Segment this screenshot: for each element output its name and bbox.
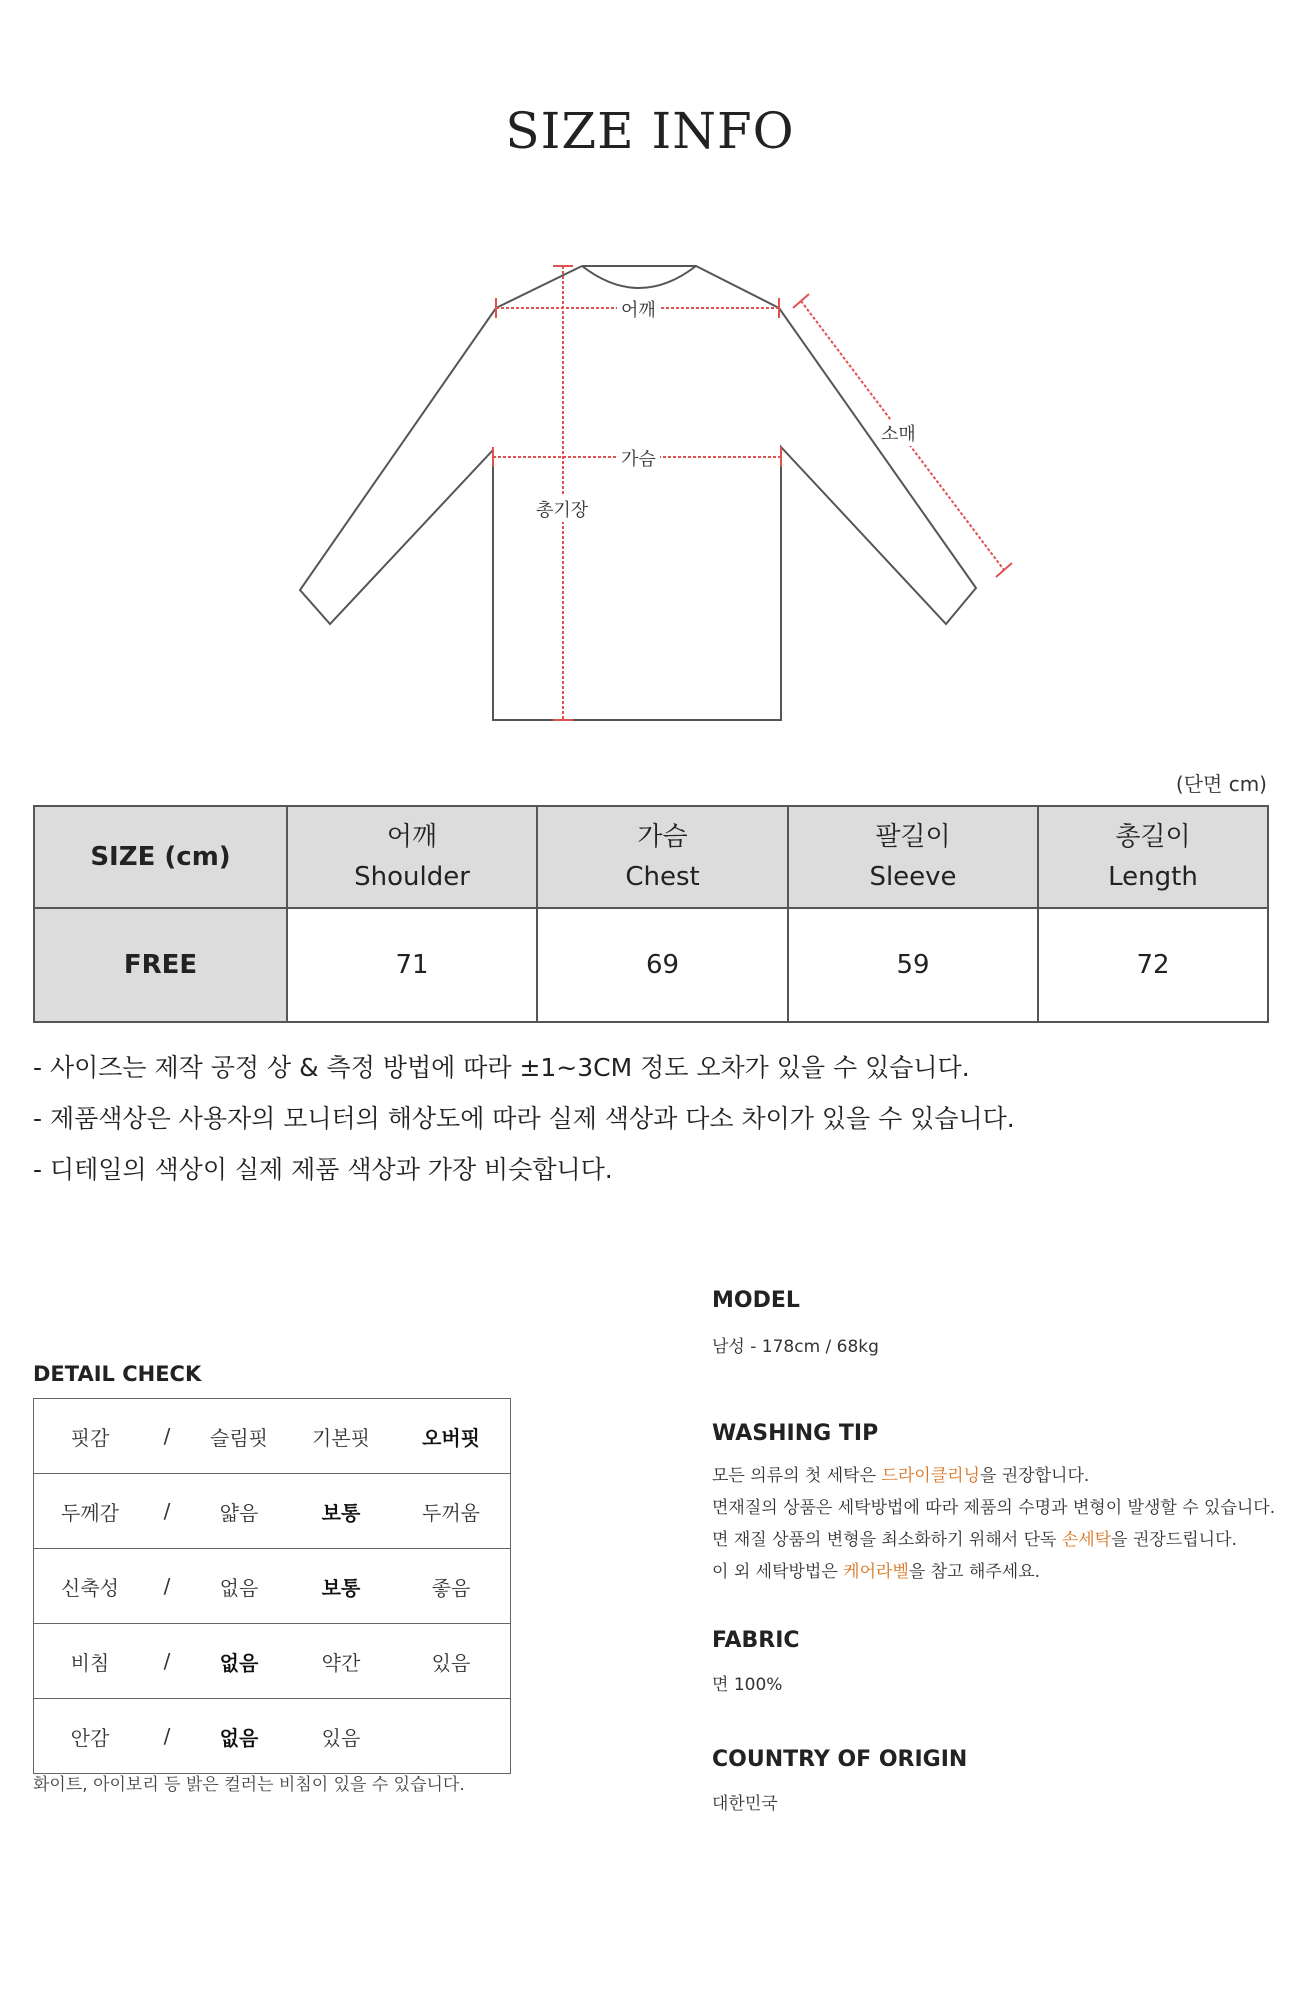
detail-row-sheer	[34, 1624, 511, 1699]
detail-option: 약간	[290, 1624, 392, 1699]
washing-highlight: 드라이클리닝	[881, 1466, 980, 1486]
size-cell: FREE	[34, 908, 287, 1022]
detail-option: 슬림핏	[188, 1399, 290, 1474]
detail-option: 있음	[290, 1699, 392, 1774]
size-notes	[33, 1042, 1015, 1195]
washing-text-part: 을 권장드립니다.	[1111, 1530, 1237, 1550]
detail-label: 신축성	[34, 1549, 147, 1624]
detail-option: 기본핏	[290, 1399, 392, 1474]
fabric-text: 면 100%	[712, 1675, 783, 1695]
detail-row-stretch	[34, 1549, 511, 1624]
washing-text-part: 면 재질 상품의 변형을 최소화하기 위해서 단독	[712, 1530, 1062, 1550]
header-en: Chest	[625, 862, 700, 892]
detail-option: 있음	[392, 1624, 511, 1699]
washing-line: 면재질의 상품은 세탁방법에 따라 제품의 수명과 변형이 발생할 수 있습니다.	[712, 1498, 1276, 1518]
washing-text-part: 모든 의류의 첫 세탁은	[712, 1466, 882, 1486]
shoulder-label: 어깨	[617, 296, 660, 322]
detail-option-selected: 없음	[188, 1699, 290, 1774]
header-ko: 어깨	[386, 822, 438, 852]
chest-header	[537, 806, 788, 908]
header-en: Sleeve	[869, 862, 957, 892]
washing-text-part: 을 참고 해주세요.	[908, 1562, 1041, 1582]
detail-separator: /	[146, 1699, 188, 1774]
length-header	[1038, 806, 1268, 908]
detail-separator: /	[146, 1399, 188, 1474]
chest-label: 가슴	[617, 445, 660, 471]
detail-separator: /	[146, 1624, 188, 1699]
unit-note: (단면 cm)	[1175, 772, 1267, 796]
header-ko: 총길이	[1115, 822, 1191, 852]
washing-title: WASHING TIP	[712, 1421, 879, 1446]
detail-check-table	[33, 1398, 511, 1774]
detail-option-selected: 오버핏	[392, 1399, 511, 1474]
sleeve-header	[788, 806, 1038, 908]
detail-label: 비침	[34, 1624, 147, 1699]
garment-outline	[300, 266, 976, 720]
shoulder-header	[287, 806, 537, 908]
detail-row-fit	[34, 1399, 511, 1474]
detail-option: 얇음	[188, 1474, 290, 1549]
size-table	[33, 805, 1269, 1023]
washing-text-part: 을 권장합니다.	[979, 1466, 1090, 1486]
sleeve-value: 59	[788, 908, 1038, 1022]
header-en: Length	[1108, 862, 1198, 892]
detail-row-lining	[34, 1699, 511, 1774]
size-table-header-row	[34, 806, 1268, 908]
neckline	[582, 266, 696, 288]
garment-diagram	[0, 0, 1300, 740]
length-value: 72	[1038, 908, 1268, 1022]
sleeve-label: 소매	[877, 420, 920, 446]
note-item: - 제품색상은 사용자의 모니터의 해상도에 따라 실제 색상과 다소 차이가 있을 수 있습니다.	[33, 1104, 1015, 1133]
table-row	[34, 908, 1268, 1022]
chest-value: 69	[537, 908, 788, 1022]
washing-line	[712, 1524, 1272, 1556]
detail-option-selected: 보통	[290, 1549, 392, 1624]
detail-check-note: 화이트, 아이보리 등 밝은 컬러는 비침이 있을 수 있습니다.	[33, 1775, 465, 1795]
length-label: 총기장	[532, 496, 592, 522]
header-ko: 가슴	[637, 822, 688, 852]
detail-label: 두께감	[34, 1474, 147, 1549]
washing-highlight: 손세탁	[1061, 1530, 1112, 1550]
header-en: Shoulder	[354, 862, 470, 892]
note-item: - 디테일의 색상이 실제 제품 색상과 가장 비슷합니다.	[33, 1155, 613, 1184]
detail-option: 두꺼움	[392, 1474, 511, 1549]
detail-option: 좋음	[392, 1549, 511, 1624]
detail-option-selected: 보통	[290, 1474, 392, 1549]
page-title: SIZE INFO	[505, 102, 795, 160]
header-ko: 팔길이	[875, 822, 951, 852]
detail-option	[392, 1699, 511, 1774]
origin-text: 대한민국	[712, 1794, 778, 1814]
washing-text-part: 이 외 세탁방법은	[712, 1562, 844, 1582]
detail-row-thickness	[34, 1474, 511, 1549]
origin-title: COUNTRY OF ORIGIN	[712, 1747, 968, 1772]
size-header: SIZE (cm)	[34, 806, 287, 908]
washing-line	[712, 1460, 1272, 1492]
detail-option: 없음	[188, 1549, 290, 1624]
fabric-title: FABRIC	[712, 1628, 800, 1653]
washing-line	[712, 1556, 1272, 1588]
washing-text	[712, 1460, 1276, 1588]
washing-highlight: 케어라벨	[843, 1562, 909, 1582]
shoulder-value: 71	[287, 908, 537, 1022]
model-text: 남성 - 178cm / 68kg	[712, 1337, 879, 1357]
detail-label: 핏감	[34, 1399, 147, 1474]
note-item: - 사이즈는 제작 공정 상 & 측정 방법에 따라 ±1~3CM 정도 오차가 있을 수 있습니다.	[33, 1053, 970, 1082]
detail-separator: /	[146, 1474, 188, 1549]
detail-check-title: DETAIL CHECK	[33, 1362, 202, 1386]
detail-option-selected: 없음	[188, 1624, 290, 1699]
detail-label: 안감	[34, 1699, 147, 1774]
product-info	[712, 1288, 1276, 1820]
model-title: MODEL	[712, 1288, 800, 1313]
detail-separator: /	[146, 1549, 188, 1624]
